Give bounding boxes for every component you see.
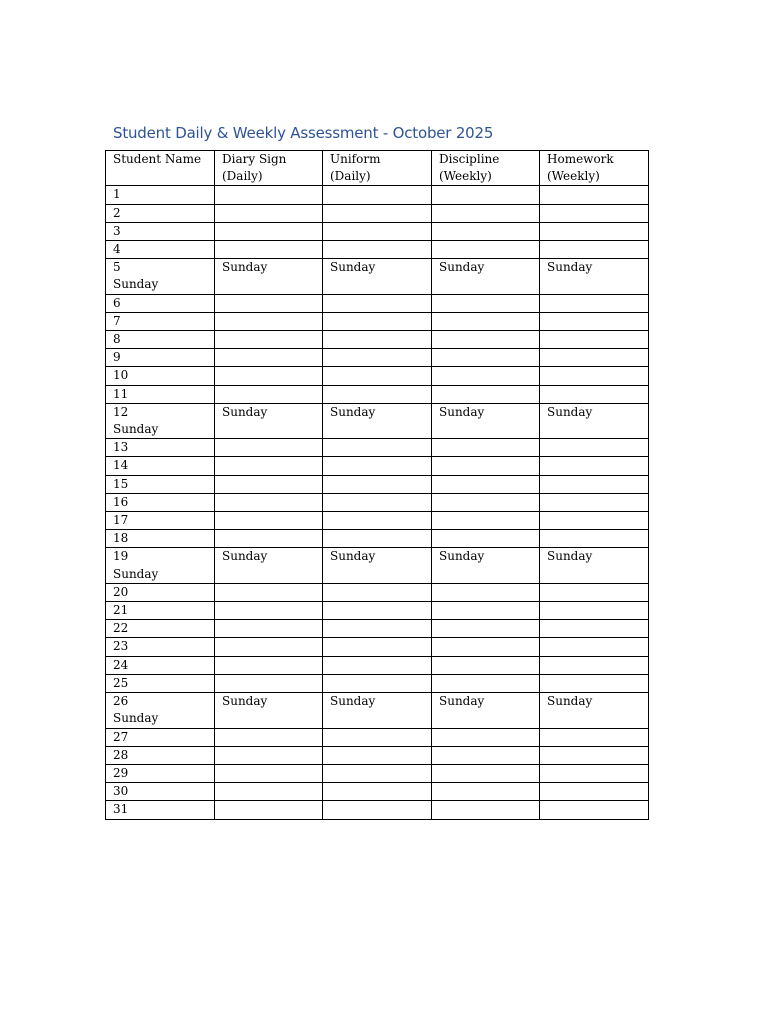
diary-sign-cell[interactable]	[215, 764, 323, 782]
homework-cell[interactable]	[540, 259, 649, 294]
uniform-cell[interactable]	[323, 475, 432, 493]
homework-cell[interactable]	[540, 439, 649, 457]
day-number: 2	[113, 205, 121, 220]
diary-sign-cell[interactable]	[215, 783, 323, 801]
uniform-cell[interactable]	[323, 331, 432, 349]
day-number: 13	[113, 440, 129, 455]
uniform-cell[interactable]	[323, 548, 432, 583]
discipline-cell[interactable]	[432, 385, 540, 403]
header-homework	[540, 151, 649, 186]
uniform-cell[interactable]	[323, 783, 432, 801]
table-row	[106, 783, 649, 801]
discipline-cell[interactable]	[432, 548, 540, 583]
day-cell	[106, 241, 215, 259]
diary-sign-cell[interactable]	[215, 439, 323, 457]
homework-cell[interactable]	[540, 241, 649, 259]
uniform-cell[interactable]	[323, 728, 432, 746]
table-row	[106, 746, 649, 764]
table-row	[106, 620, 649, 638]
day-cell	[106, 312, 215, 330]
homework-cell[interactable]	[540, 312, 649, 330]
diary-sign-cell[interactable]	[215, 241, 323, 259]
homework-cell[interactable]	[540, 457, 649, 475]
diary-sign-cell[interactable]	[215, 475, 323, 493]
day-cell	[106, 728, 215, 746]
table-row	[106, 656, 649, 674]
day-number: 15	[113, 476, 129, 491]
sunday-label: Sunday	[547, 694, 593, 709]
sunday-label: Sunday	[330, 404, 376, 419]
header-text: Uniform (Daily)	[330, 152, 381, 184]
sunday-label: Sunday	[439, 549, 485, 564]
day-cell	[106, 204, 215, 222]
uniform-cell[interactable]	[323, 583, 432, 601]
table-row-sunday	[106, 548, 649, 583]
table-row	[106, 331, 649, 349]
uniform-cell[interactable]	[323, 602, 432, 620]
discipline-cell[interactable]	[432, 294, 540, 312]
uniform-cell[interactable]	[323, 204, 432, 222]
day-cell	[106, 493, 215, 511]
day-number: 29	[113, 765, 129, 780]
uniform-cell[interactable]	[323, 493, 432, 511]
diary-sign-cell[interactable]	[215, 602, 323, 620]
day-cell	[106, 367, 215, 385]
discipline-cell[interactable]	[432, 693, 540, 728]
diary-sign-cell[interactable]	[215, 728, 323, 746]
sunday-label: Sunday	[222, 404, 268, 419]
day-cell	[106, 385, 215, 403]
sunday-label: Sunday	[330, 549, 376, 564]
header-text: Diary Sign	[222, 152, 287, 166]
table-row	[106, 801, 649, 819]
day-cell	[106, 693, 215, 728]
header-diary-sign	[215, 151, 323, 186]
diary-sign-cell[interactable]	[215, 693, 323, 728]
homework-cell[interactable]	[540, 403, 649, 438]
uniform-cell[interactable]	[323, 512, 432, 530]
diary-sign-cell[interactable]	[215, 583, 323, 601]
table-row	[106, 439, 649, 457]
day-number: 18	[113, 531, 129, 546]
header-text: (Weekly)	[439, 169, 492, 184]
day-number: 8	[113, 332, 121, 347]
homework-cell[interactable]	[540, 367, 649, 385]
day-cell	[106, 746, 215, 764]
diary-sign-cell[interactable]	[215, 312, 323, 330]
table-row	[106, 638, 649, 656]
diary-sign-cell[interactable]	[215, 620, 323, 638]
homework-cell[interactable]	[540, 385, 649, 403]
diary-sign-cell[interactable]	[215, 385, 323, 403]
sunday-label: Sunday	[222, 549, 268, 564]
homework-cell[interactable]	[540, 801, 649, 819]
homework-cell[interactable]	[540, 583, 649, 601]
homework-cell[interactable]	[540, 331, 649, 349]
uniform-cell[interactable]	[323, 385, 432, 403]
header-text: Homework	[547, 152, 614, 166]
day-number: 3	[113, 223, 121, 238]
homework-cell[interactable]	[540, 638, 649, 656]
discipline-cell[interactable]	[432, 475, 540, 493]
table-row	[106, 493, 649, 511]
sunday-label: Sunday	[222, 694, 268, 709]
discipline-cell[interactable]	[432, 204, 540, 222]
day-cell	[106, 222, 215, 240]
day-cell	[106, 674, 215, 692]
homework-cell[interactable]	[540, 512, 649, 530]
discipline-cell[interactable]	[432, 764, 540, 782]
uniform-cell[interactable]	[323, 439, 432, 457]
day-number: 28	[113, 747, 129, 762]
header-text: (Weekly)	[547, 169, 600, 184]
day-number: 4	[113, 242, 121, 257]
day-cell	[106, 548, 215, 583]
sunday-label: Sunday	[113, 277, 159, 292]
day-cell	[106, 512, 215, 530]
homework-cell[interactable]	[540, 693, 649, 728]
day-cell	[106, 186, 215, 204]
homework-cell[interactable]	[540, 602, 649, 620]
diary-sign-cell[interactable]	[215, 294, 323, 312]
discipline-cell[interactable]	[432, 312, 540, 330]
day-number: 24	[113, 657, 129, 672]
table-row	[106, 530, 649, 548]
day-cell	[106, 801, 215, 819]
header-uniform	[323, 151, 432, 186]
day-number: 21	[113, 603, 129, 618]
day-cell	[106, 638, 215, 656]
homework-cell[interactable]	[540, 548, 649, 583]
discipline-cell[interactable]	[432, 367, 540, 385]
assessment-table-body	[106, 151, 649, 820]
uniform-cell[interactable]	[323, 457, 432, 475]
header-discipline	[432, 151, 540, 186]
day-number: 7	[113, 313, 121, 328]
uniform-cell[interactable]	[323, 403, 432, 438]
uniform-cell[interactable]	[323, 693, 432, 728]
uniform-cell[interactable]	[323, 222, 432, 240]
day-number: 22	[113, 621, 129, 636]
day-number: 30	[113, 784, 129, 799]
day-cell	[106, 403, 215, 438]
day-cell	[106, 620, 215, 638]
uniform-cell[interactable]	[323, 620, 432, 638]
day-cell	[106, 457, 215, 475]
uniform-cell[interactable]	[323, 656, 432, 674]
uniform-cell[interactable]	[323, 746, 432, 764]
sunday-label: Sunday	[547, 260, 593, 275]
discipline-cell[interactable]	[432, 493, 540, 511]
homework-cell[interactable]	[540, 764, 649, 782]
discipline-cell[interactable]	[432, 656, 540, 674]
header-row	[106, 151, 649, 186]
uniform-cell[interactable]	[323, 312, 432, 330]
uniform-cell[interactable]	[323, 674, 432, 692]
homework-cell[interactable]	[540, 674, 649, 692]
discipline-cell[interactable]	[432, 638, 540, 656]
homework-cell[interactable]	[540, 222, 649, 240]
diary-sign-cell[interactable]	[215, 674, 323, 692]
diary-sign-cell[interactable]	[215, 186, 323, 204]
day-number: 31	[113, 802, 129, 817]
discipline-cell[interactable]	[432, 512, 540, 530]
sunday-label: Sunday	[330, 694, 376, 709]
uniform-cell[interactable]	[323, 186, 432, 204]
day-cell	[106, 783, 215, 801]
day-cell	[106, 475, 215, 493]
table-row-sunday	[106, 693, 649, 728]
day-number: 23	[113, 639, 129, 654]
sunday-label: Sunday	[113, 566, 159, 581]
discipline-cell[interactable]	[432, 530, 540, 548]
table-row	[106, 764, 649, 782]
table-row	[106, 583, 649, 601]
uniform-cell[interactable]	[323, 294, 432, 312]
discipline-cell[interactable]	[432, 783, 540, 801]
diary-sign-cell[interactable]	[215, 746, 323, 764]
document-title: Student Daily & Weekly Assessment - October 2025	[113, 124, 494, 142]
diary-sign-cell[interactable]	[215, 638, 323, 656]
homework-cell[interactable]	[540, 186, 649, 204]
day-cell	[106, 349, 215, 367]
table-row	[106, 294, 649, 312]
homework-cell[interactable]	[540, 620, 649, 638]
sunday-label: Sunday	[439, 694, 485, 709]
diary-sign-cell[interactable]	[215, 222, 323, 240]
day-cell	[106, 583, 215, 601]
day-number: 11	[113, 386, 129, 401]
homework-cell[interactable]	[540, 294, 649, 312]
discipline-cell[interactable]	[432, 331, 540, 349]
table-row-sunday	[106, 259, 649, 294]
discipline-cell[interactable]	[432, 602, 540, 620]
discipline-cell[interactable]	[432, 674, 540, 692]
table-row	[106, 385, 649, 403]
diary-sign-cell[interactable]	[215, 403, 323, 438]
day-cell	[106, 439, 215, 457]
day-number: 19	[113, 549, 129, 564]
discipline-cell[interactable]	[432, 457, 540, 475]
table-row	[106, 475, 649, 493]
discipline-cell[interactable]	[432, 801, 540, 819]
diary-sign-cell[interactable]	[215, 530, 323, 548]
diary-sign-cell[interactable]	[215, 512, 323, 530]
discipline-cell[interactable]	[432, 439, 540, 457]
sunday-label: Sunday	[439, 404, 485, 419]
day-number: 1	[113, 187, 121, 202]
diary-sign-cell[interactable]	[215, 493, 323, 511]
day-cell	[106, 656, 215, 674]
uniform-cell[interactable]	[323, 349, 432, 367]
day-number: 12	[113, 404, 129, 419]
day-number: 20	[113, 584, 129, 599]
day-number: 17	[113, 513, 129, 528]
homework-cell[interactable]	[540, 746, 649, 764]
homework-cell[interactable]	[540, 204, 649, 222]
table-row	[106, 204, 649, 222]
sunday-label: Sunday	[330, 260, 376, 275]
table-row	[106, 674, 649, 692]
diary-sign-cell[interactable]	[215, 204, 323, 222]
discipline-cell[interactable]	[432, 259, 540, 294]
diary-sign-cell[interactable]	[215, 548, 323, 583]
sunday-label: Sunday	[222, 260, 268, 275]
day-number: 10	[113, 368, 129, 383]
discipline-cell[interactable]	[432, 583, 540, 601]
homework-cell[interactable]	[540, 783, 649, 801]
header-text: Student Name	[113, 152, 202, 166]
sunday-label: Sunday	[547, 404, 593, 419]
assessment-table	[105, 150, 649, 820]
diary-sign-cell[interactable]	[215, 349, 323, 367]
header-text: Discipline	[439, 152, 500, 166]
homework-cell[interactable]	[540, 349, 649, 367]
header-text: (Daily)	[222, 169, 263, 184]
day-number: 25	[113, 675, 129, 690]
discipline-cell[interactable]	[432, 349, 540, 367]
day-cell	[106, 331, 215, 349]
day-number: 6	[113, 295, 121, 310]
sunday-label: Sunday	[113, 422, 159, 437]
uniform-cell[interactable]	[323, 638, 432, 656]
day-number: 16	[113, 494, 129, 509]
table-row	[106, 241, 649, 259]
table-row	[106, 457, 649, 475]
homework-cell[interactable]	[540, 530, 649, 548]
table-row	[106, 512, 649, 530]
day-number: 26	[113, 694, 129, 709]
uniform-cell[interactable]	[323, 530, 432, 548]
sunday-label: Sunday	[113, 711, 159, 726]
diary-sign-cell[interactable]	[215, 457, 323, 475]
header-student-name	[106, 151, 215, 186]
table-row	[106, 349, 649, 367]
table-row	[106, 222, 649, 240]
uniform-cell[interactable]	[323, 801, 432, 819]
diary-sign-cell[interactable]	[215, 331, 323, 349]
uniform-cell[interactable]	[323, 367, 432, 385]
day-cell	[106, 294, 215, 312]
table-row-sunday	[106, 403, 649, 438]
day-cell	[106, 764, 215, 782]
discipline-cell[interactable]	[432, 186, 540, 204]
sunday-label: Sunday	[547, 549, 593, 564]
discipline-cell[interactable]	[432, 222, 540, 240]
day-cell	[106, 259, 215, 294]
diary-sign-cell[interactable]	[215, 656, 323, 674]
discipline-cell[interactable]	[432, 403, 540, 438]
diary-sign-cell[interactable]	[215, 367, 323, 385]
diary-sign-cell[interactable]	[215, 801, 323, 819]
uniform-cell[interactable]	[323, 241, 432, 259]
uniform-cell[interactable]	[323, 764, 432, 782]
table-row	[106, 367, 649, 385]
day-cell	[106, 530, 215, 548]
uniform-cell[interactable]	[323, 259, 432, 294]
diary-sign-cell[interactable]	[215, 259, 323, 294]
day-number: 9	[113, 350, 121, 365]
table-row	[106, 312, 649, 330]
discipline-cell[interactable]	[432, 728, 540, 746]
day-number: 27	[113, 729, 129, 744]
sunday-label: Sunday	[439, 260, 485, 275]
homework-cell[interactable]	[540, 493, 649, 511]
table-row	[106, 186, 649, 204]
discipline-cell[interactable]	[432, 746, 540, 764]
discipline-cell[interactable]	[432, 241, 540, 259]
table-row	[106, 728, 649, 746]
day-cell	[106, 602, 215, 620]
discipline-cell[interactable]	[432, 620, 540, 638]
homework-cell[interactable]	[540, 475, 649, 493]
day-number: 5	[113, 260, 121, 275]
homework-cell[interactable]	[540, 656, 649, 674]
day-number: 14	[113, 458, 129, 473]
homework-cell[interactable]	[540, 728, 649, 746]
table-row	[106, 602, 649, 620]
